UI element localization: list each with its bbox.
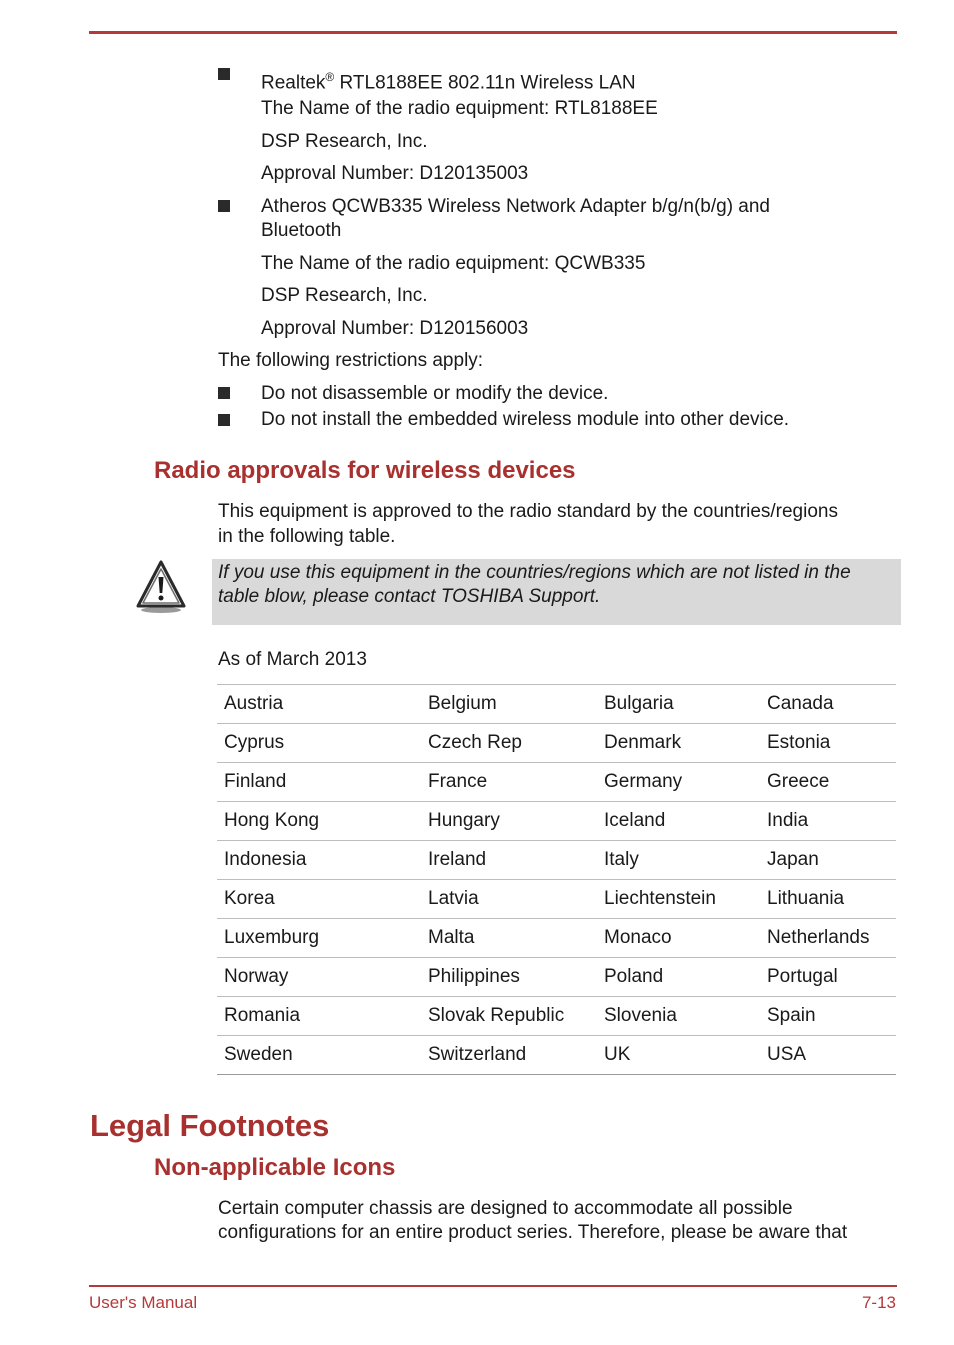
equipment-1-approval: Approval Number: D120135003 <box>261 163 529 184</box>
table-cell: Italy <box>597 841 760 880</box>
table-row <box>217 841 896 880</box>
caution-note-text <box>218 561 898 609</box>
legal-footnotes-heading: Legal Footnotes <box>90 1108 330 1143</box>
bullet-icon <box>218 387 230 399</box>
legal-para-line1: Certain computer chassis are designed to accommodate all possible <box>218 1198 793 1219</box>
table-cell: UK <box>597 1036 760 1075</box>
table-cell: Norway <box>217 958 421 997</box>
countries-table <box>217 684 896 1075</box>
table-cell: Czech Rep <box>421 724 597 763</box>
table-cell: Lithuania <box>760 880 896 919</box>
table-cell: Malta <box>421 919 597 958</box>
restriction-item: Do not disassemble or modify the device. <box>261 383 609 404</box>
table-cell: India <box>760 802 896 841</box>
table-cell: Austria <box>217 685 421 724</box>
caution-note <box>212 559 901 625</box>
equipment-2-name-line1: Atheros QCWB335 Wireless Network Adapter b/g/n(b/g) and <box>261 196 771 217</box>
table-cell: Philippines <box>421 958 597 997</box>
countries-table-body <box>217 685 896 1075</box>
as-of-date: As of March 2013 <box>218 649 367 670</box>
table-cell: USA <box>760 1036 896 1075</box>
bullet-icon <box>218 414 230 426</box>
table-cell: Sweden <box>217 1036 421 1075</box>
table-cell: Monaco <box>597 919 760 958</box>
table-row <box>217 802 896 841</box>
table-row <box>217 958 896 997</box>
table-cell: Iceland <box>597 802 760 841</box>
table-cell: Liechtenstein <box>597 880 760 919</box>
table-cell: Hong Kong <box>217 802 421 841</box>
table-row <box>217 880 896 919</box>
table-cell: Ireland <box>421 841 597 880</box>
table-cell: Finland <box>217 763 421 802</box>
equipment-2-approval: Approval Number: D120156003 <box>261 318 529 339</box>
table-row <box>217 724 896 763</box>
table-cell: Cyprus <box>217 724 421 763</box>
table-cell: Latvia <box>421 880 597 919</box>
table-cell: Portugal <box>760 958 896 997</box>
table-cell: Romania <box>217 997 421 1036</box>
table-cell: Korea <box>217 880 421 919</box>
restrictions-intro: The following restrictions apply: <box>218 350 484 371</box>
table-cell: Switzerland <box>421 1036 597 1075</box>
caution-note-line1: If you use this equipment in the countries/regions which are not listed in the <box>218 562 851 583</box>
table-cell: Canada <box>760 685 896 724</box>
radio-intro-line1: This equipment is approved to the radio standard by the countries/regions <box>218 501 838 522</box>
equipment-1-radio-name: The Name of the radio equipment: RTL8188EE <box>261 98 658 119</box>
warning-triangle-icon <box>136 560 186 614</box>
page-number: 7-13 <box>861 1293 896 1312</box>
restriction-item: Do not install the embedded wireless module into other device. <box>261 409 790 430</box>
table-cell: Indonesia <box>217 841 421 880</box>
footer-rule <box>89 1285 897 1287</box>
table-cell: Belgium <box>421 685 597 724</box>
radio-intro-line2: in the following table. <box>218 526 396 547</box>
caution-note-line2: table blow, please contact TOSHIBA Support. <box>218 586 601 607</box>
equipment-1-name: Realtek® RTL8188EE 802.11n Wireless LAN <box>261 70 636 94</box>
non-applicable-icons-heading: Non-applicable Icons <box>154 1154 396 1181</box>
table-cell: Denmark <box>597 724 760 763</box>
table-row <box>217 1036 896 1075</box>
table-cell: France <box>421 763 597 802</box>
table-row <box>217 763 896 802</box>
table-cell: Netherlands <box>760 919 896 958</box>
equipment-2-radio-name: The Name of the radio equipment: QCWB335 <box>261 253 646 274</box>
table-cell: Greece <box>760 763 896 802</box>
table-row <box>217 685 896 724</box>
table-cell: Hungary <box>421 802 597 841</box>
bullet-icon <box>218 200 230 212</box>
table-cell: Slovak Republic <box>421 997 597 1036</box>
table-cell: Poland <box>597 958 760 997</box>
equipment-1-vendor: DSP Research, Inc. <box>261 131 428 152</box>
header-rule <box>89 31 897 34</box>
table-row <box>217 997 896 1036</box>
table-cell: Estonia <box>760 724 896 763</box>
table-row <box>217 919 896 958</box>
footer-left: User's Manual <box>89 1293 198 1312</box>
legal-para-line2: configurations for an entire product series. Therefore, please be aware that <box>218 1222 848 1243</box>
equipment-2-vendor: DSP Research, Inc. <box>261 285 428 306</box>
table-cell: Spain <box>760 997 896 1036</box>
radio-approvals-heading: Radio approvals for wireless devices <box>154 457 576 484</box>
table-cell: Bulgaria <box>597 685 760 724</box>
table-cell: Germany <box>597 763 760 802</box>
table-cell: Japan <box>760 841 896 880</box>
bullet-icon <box>218 68 230 80</box>
equipment-2-name-line2: Bluetooth <box>261 220 342 241</box>
table-cell: Luxemburg <box>217 919 421 958</box>
table-cell: Slovenia <box>597 997 760 1036</box>
